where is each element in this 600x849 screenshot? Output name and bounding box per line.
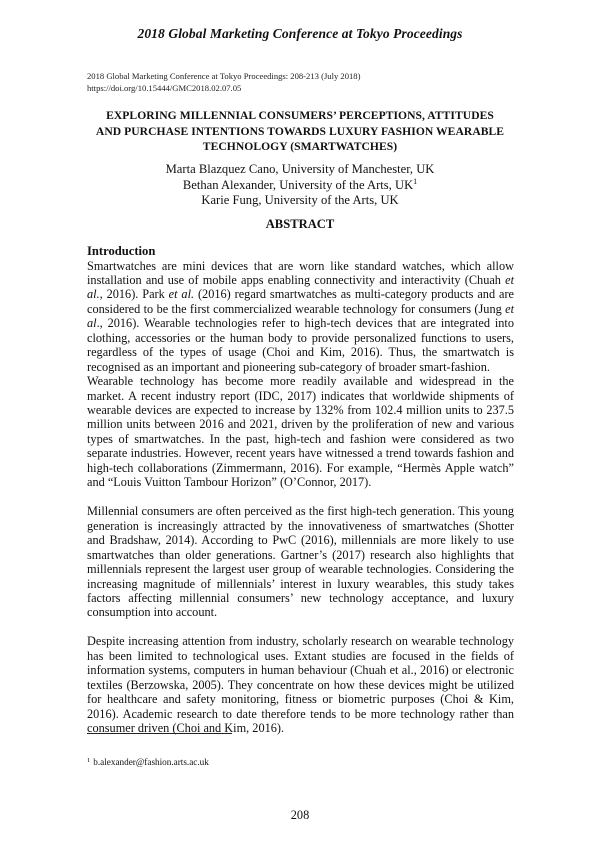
text-run: (2016) regard smartwatches as multi-category products and are considered to be the first commercialized wearable technology for consumers (Jung — [87, 287, 514, 316]
author-1: Marta Blazquez Cano, University of Manchester, UK — [165, 162, 435, 176]
page-number: 208 — [290, 808, 310, 822]
italic-run: et al., — [87, 272, 514, 302]
paragraph-1 — [87, 259, 514, 375]
paragraph-4: Despite increasing attention from industry, scholarly research on wearable technology has been limited to technological uses. Extant studies are focused in the fields of information systems, computers in human behaviour (Chuah et al., 2016) or electronic textiles (Berzowska, 2005). They concentrate on how these devices might be utilized for healthcare and safety monitoring, fitness or biometric purposes (Choi & Kim, 2016). Academic research to date therefore tends to be more technology rather than consumer driven (Choi and Kim, 2016). — [87, 634, 514, 736]
paragraph-2: Wearable technology has become more readily available and widespread in the market. A recent industry report (IDC, 2017) indicates that worldwide shipments of wearable devices are expected to increase by 132% from 102.4 million units to 237.5 million units between 2016 and 2021, driven by the proliferation of new and various types of smartwatches. In the past, high-tech and fashion were considered as two separate industries. However, recent years have witnessed a trend towards fashion and high-tech collaborations (Zimmermann, 2016). For example, “Hermès Apple watch” and “Louis Vuitton Tambour Horizon” (O’Connor, 2017). — [87, 374, 514, 490]
title-line-2: AND PURCHASE INTENTIONS TOWARDS LUXURY FASHION WEARABLE — [95, 124, 505, 138]
paper-title — [60, 108, 540, 155]
text-run: Smartwatches are mini devices that are worn like standard watches, which allow installation and use of mobile apps enabling connectivity and interactivity (Chuah — [87, 258, 514, 287]
section-heading: Introduction — [87, 244, 156, 258]
author-2-text: Bethan Alexander, University of the Arts, UK — [182, 177, 414, 192]
author-list — [60, 162, 540, 209]
title-line-1: EXPLORING MILLENNIAL CONSUMERS’ PERCEPTIONS, ATTITUDES — [106, 109, 494, 122]
italic-run: et al. — [168, 287, 195, 302]
text-run: ., 2016). Wearable technologies refer to high-tech devices that are integrated into clothing, accessories or the human body to provide personalized functions to users, regardless of the types of usage (Choi and Kim, 2016). Thus, the smartwatch is recognised as an important and pioneering sub-category of broader smart-fashion. — [87, 316, 514, 374]
footnote-email[interactable]: b.alexander@fashion.arts.ac.uk — [93, 757, 209, 767]
abstract-heading: ABSTRACT — [265, 217, 335, 231]
footnote-divider — [87, 733, 232, 734]
footnote — [87, 757, 209, 767]
running-header: 2018 Global Marketing Conference at Tokyo Proceedings — [137, 26, 463, 41]
doi-link[interactable]: https://doi.org/10.15444/GMC2018.02.07.05 — [87, 82, 242, 93]
citation-line: 2018 Global Marketing Conference at Tokyo Proceedings: 208-213 (July 2018) — [87, 71, 361, 81]
author-3: Karie Fung, University of the Arts, UK — [201, 193, 399, 207]
paragraph-3: Millennial consumers are often perceived as the first high-tech generation. This young generation is increasingly attracted by the innovativeness of smartwatches (Shotter and Bradshaw, 2014). According to PwC (2016), millennials are more likely to use smartwatches than older generations. Gartner’s (2017) research also highlights that millennials represent the largest user group of wearable technologies. Considering the increasing magnitude of millennials’ interest in luxury wearables, this study takes factors affecting millennial consumers’ new technology acceptance, and luxury consumption into account. — [87, 504, 514, 620]
footnote-marker[interactable]: 1 — [413, 176, 418, 186]
body-text — [87, 244, 514, 736]
italic-run: et al — [87, 301, 514, 331]
author-2 — [60, 178, 540, 194]
title-line-3: TECHNOLOGY (SMARTWATCHES) — [202, 140, 398, 153]
text-run: 2016). Park — [102, 287, 169, 302]
citation-block — [87, 71, 360, 94]
footnote-number: 1 — [87, 757, 91, 764]
